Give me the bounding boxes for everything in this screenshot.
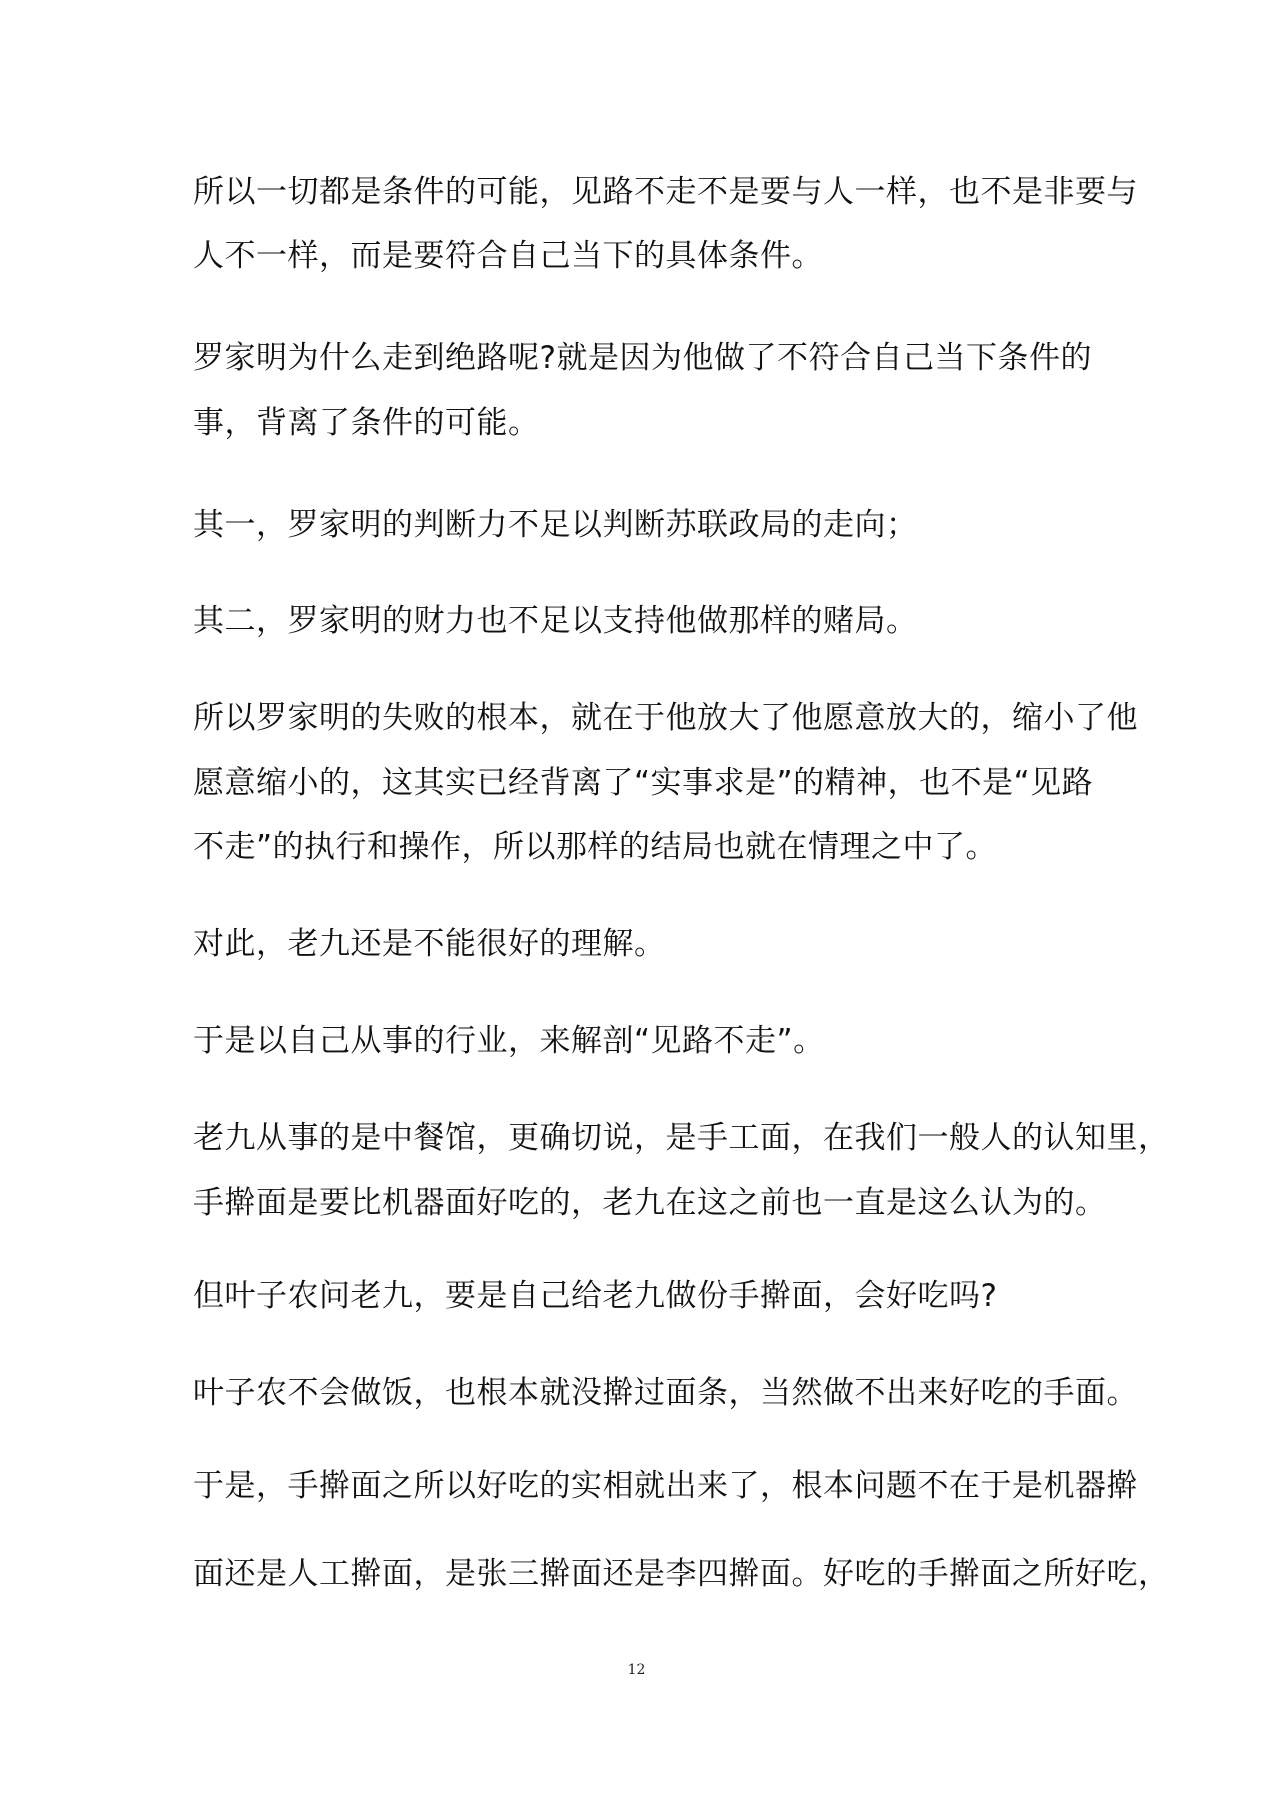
text-line: 其一，罗家明的判断力不足以判断苏联政局的走向；	[193, 507, 918, 543]
text-line: 面还是人工擀面，是张三擀面还是李四擀面。好吃的手擀面之所好吃，	[193, 1556, 1170, 1592]
text-line: 所以一切都是条件的可能，见路不走不是要与人一样，也不是非要与	[193, 174, 1138, 210]
text-line: 人不一样，而是要符合自己当下的具体条件。	[193, 238, 823, 274]
text-line: 于是，手擀面之所以好吃的实相就出来了，根本问题不在于是机器擀	[193, 1468, 1138, 1504]
text-line: 愿意缩小的，这其实已经背离了“实事求是”的精神，也不是“见路	[193, 765, 1094, 801]
text-line: 事，背离了条件的可能。	[193, 405, 540, 441]
page-number: 12	[627, 1662, 646, 1678]
text-line: 于是以自己从事的行业，来解剖“见路不走”。	[193, 1023, 825, 1059]
text-line: 不走”的执行和操作，所以那样的结局也就在情理之中了。	[193, 829, 998, 865]
text-line: 老九从事的是中餐馆，更确切说，是手工面，在我们一般人的认知里，	[193, 1120, 1170, 1156]
text-line: 所以罗家明的失败的根本，就在于他放大了他愿意放大的，缩小了他	[193, 700, 1138, 736]
text-line: 罗家明为什么走到绝路呢?就是因为他做了不符合自己当下条件的	[193, 340, 1092, 376]
text-line: 对此，老九还是不能很好的理解。	[193, 926, 666, 962]
text-line: 叶子农不会做饭，也根本就没擀过面条，当然做不出来好吃的手面。	[193, 1375, 1138, 1411]
text-line: 但叶子农问老九，要是自己给老九做份手擀面，会好吃吗?	[193, 1278, 998, 1314]
text-line: 手擀面是要比机器面好吃的，老九在这之前也一直是这么认为的。	[193, 1185, 1107, 1221]
text-line: 其二，罗家明的财力也不足以支持他做那样的赌局。	[193, 603, 918, 639]
